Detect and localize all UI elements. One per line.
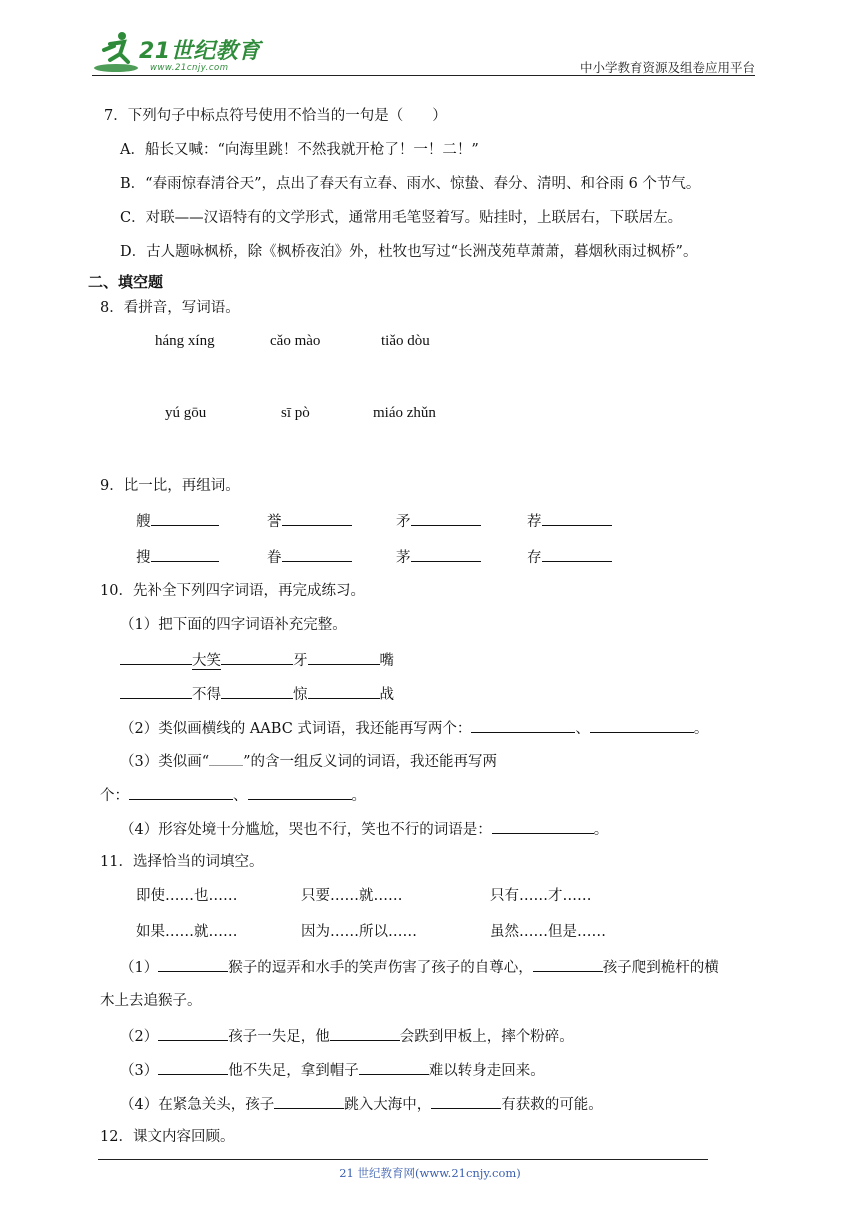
q10-part1: （1）把下面的四字词语补充完整。 [120, 617, 347, 633]
sentence-text: 有获救的可能。 [501, 1097, 603, 1113]
idiom-char: 牙 [293, 653, 308, 669]
answer-blank[interactable] [533, 956, 603, 972]
q11-sentence-1-cont: 木上去追猴子。 [100, 993, 202, 1009]
idiom-line [120, 649, 394, 671]
period: 。 [351, 788, 366, 804]
sentence-number: （3） [120, 1063, 159, 1079]
pinyin-item: tiǎo dòu [381, 333, 430, 349]
idiom-line [120, 683, 394, 705]
sentence-number: （1） [120, 960, 159, 976]
q10-part4 [120, 818, 608, 840]
compare-item [396, 546, 481, 568]
conjunction-option: 虽然……但是…… [490, 924, 606, 940]
compare-item [136, 546, 219, 568]
q10-part2-text: （2）类似画横线的 AABC 式词语，我还能再写两个： [120, 721, 472, 737]
q9-stem: 9．比一比，再组词。 [100, 478, 240, 494]
answer-blank[interactable] [542, 546, 612, 562]
conjunction-option: 只有……才…… [490, 888, 592, 904]
sentence-text: 跳入大海中， [344, 1097, 432, 1113]
answer-blank[interactable] [308, 683, 380, 699]
answer-blank[interactable] [411, 546, 481, 562]
answer-blank[interactable] [471, 717, 575, 733]
sentence-text: 孩子爬到桅杆的横 [602, 960, 719, 976]
separator: 、 [575, 721, 590, 737]
q10-part4-text: （4）形容处境十分尴尬，哭也不行，笑也不行的词语是： [120, 822, 492, 838]
q12-stem: 12．课文内容回顾。 [100, 1129, 235, 1145]
logo-text: 21世纪教育 [139, 39, 261, 64]
answer-blank[interactable] [411, 510, 481, 526]
compare-item [267, 510, 352, 532]
sentence-text: 难以转身走回来。 [428, 1063, 545, 1079]
conjunction-option: 只要……就…… [301, 888, 403, 904]
pinyin-item: yú gōu [165, 405, 207, 421]
sentence-text: 会跌到甲板上，摔个粉碎。 [399, 1029, 574, 1045]
q10-part3-cont [100, 784, 366, 806]
sentence-number: （2） [120, 1029, 159, 1045]
compare-item [527, 510, 612, 532]
separator: 、 [233, 788, 248, 804]
answer-blank[interactable] [221, 649, 293, 665]
q7-option-a: A．船长又喊：“向海里跳！不然我就开枪了！一！二！” [120, 142, 479, 158]
compare-char: 荐 [527, 514, 542, 530]
compare-char: 矛 [396, 514, 411, 530]
answer-blank[interactable] [151, 510, 219, 526]
q7-option-c: C．对联——汉语特有的文学形式，通常用毛笔竖着写。贴挂时，上联居右，下联居左。 [120, 210, 683, 226]
compare-char: 眷 [267, 550, 282, 566]
q10-part3-cont-text: 个： [100, 788, 129, 804]
conjunction-option: 即使……也…… [136, 888, 238, 904]
q7-option-b: B．“春雨惊春清谷天”，点出了春天有立春、雨水、惊蛰、春分、清明、和谷雨 6 个节气。 [120, 176, 701, 192]
compare-char: 誉 [267, 514, 282, 530]
answer-blank[interactable] [542, 510, 612, 526]
answer-blank[interactable] [590, 717, 694, 733]
footer-divider [98, 1159, 708, 1160]
sentence-text: （4）在紧急关头，孩子 [120, 1097, 275, 1113]
answer-blank[interactable] [308, 649, 380, 665]
answer-blank[interactable] [492, 818, 594, 834]
q10-part3-text-2: ”的含一组反义词的词语，我还能再写两 [243, 754, 498, 770]
site-logo [92, 28, 262, 76]
conjunction-option: 如果……就…… [136, 924, 238, 940]
answer-blank[interactable] [129, 784, 233, 800]
period: 。 [593, 822, 609, 838]
section-title: 二、填空题 [88, 273, 164, 291]
answer-blank[interactable] [158, 1025, 228, 1041]
q10-part2 [120, 717, 708, 739]
pinyin-item: háng xíng [155, 333, 215, 349]
q10-part3-text: （3）类似画“ [120, 754, 210, 770]
sentence-text: 他不失足，拿到帽子 [228, 1063, 359, 1079]
example-blank [209, 750, 243, 766]
logo-url: www.21cnjy.com [150, 63, 229, 73]
q11-sentence-4 [120, 1093, 603, 1115]
pinyin-item: cǎo mào [270, 333, 321, 349]
q10-part3 [120, 750, 497, 772]
compare-item [267, 546, 352, 568]
q11-sentence-1 [120, 956, 719, 978]
idiom-char: 惊 [293, 687, 308, 703]
q11-sentence-2 [120, 1025, 574, 1047]
answer-blank[interactable] [158, 1059, 228, 1075]
answer-blank[interactable] [158, 956, 228, 972]
compare-char: 艘 [136, 514, 151, 530]
compare-item [527, 546, 612, 568]
answer-blank[interactable] [431, 1093, 501, 1109]
q11-stem: 11．选择恰当的词填空。 [100, 854, 264, 870]
answer-blank[interactable] [248, 784, 352, 800]
q8-stem: 8．看拼音，写词语。 [100, 300, 240, 316]
pinyin-item: sī pò [281, 405, 310, 421]
compare-char: 存 [527, 550, 542, 566]
conjunction-option: 因为……所以…… [301, 924, 417, 940]
header-platform-text: 中小学教育资源及组卷应用平台 [579, 60, 755, 75]
answer-blank[interactable] [330, 1025, 400, 1041]
answer-blank[interactable] [120, 683, 192, 699]
idiom-char: 大笑 [192, 653, 221, 669]
sentence-text: 孩子一失足，他 [228, 1029, 330, 1045]
sentence-text: 猴子的逗弄和水手的笑声伤害了孩子的自尊心， [228, 960, 533, 976]
answer-blank[interactable] [221, 683, 293, 699]
answer-blank[interactable] [120, 649, 192, 665]
compare-char: 搜 [136, 550, 151, 566]
idiom-char: 不得 [192, 687, 221, 703]
idiom-char: 战 [379, 687, 394, 703]
answer-blank[interactable] [359, 1059, 429, 1075]
answer-blank[interactable] [274, 1093, 344, 1109]
q11-sentence-3 [120, 1059, 545, 1081]
compare-char: 茅 [396, 550, 411, 566]
footer-text[interactable]: 21 世纪教育网(www.21cnjy.com) [339, 1166, 521, 1180]
answer-blank[interactable] [282, 546, 352, 562]
runner-logo-icon [92, 28, 142, 76]
answer-blank[interactable] [151, 546, 219, 562]
compare-item [136, 510, 219, 532]
q10-stem: 10．先补全下列四字词语，再完成练习。 [100, 583, 365, 599]
q7-option-d: D．古人题咏枫桥，除《枫桥夜泊》外，杜牧也写过“长洲茂苑草萧萧，暮烟秋雨过枫桥”。 [120, 244, 698, 260]
answer-blank[interactable] [282, 510, 352, 526]
period: 。 [693, 721, 709, 737]
header-divider [92, 75, 755, 76]
compare-item [396, 510, 481, 532]
idiom-char: 嘴 [379, 653, 394, 669]
q7-stem: 7．下列句子中标点符号使用不恰当的一句是（ ） [104, 108, 447, 124]
pinyin-item: miáo zhǔn [373, 405, 436, 421]
